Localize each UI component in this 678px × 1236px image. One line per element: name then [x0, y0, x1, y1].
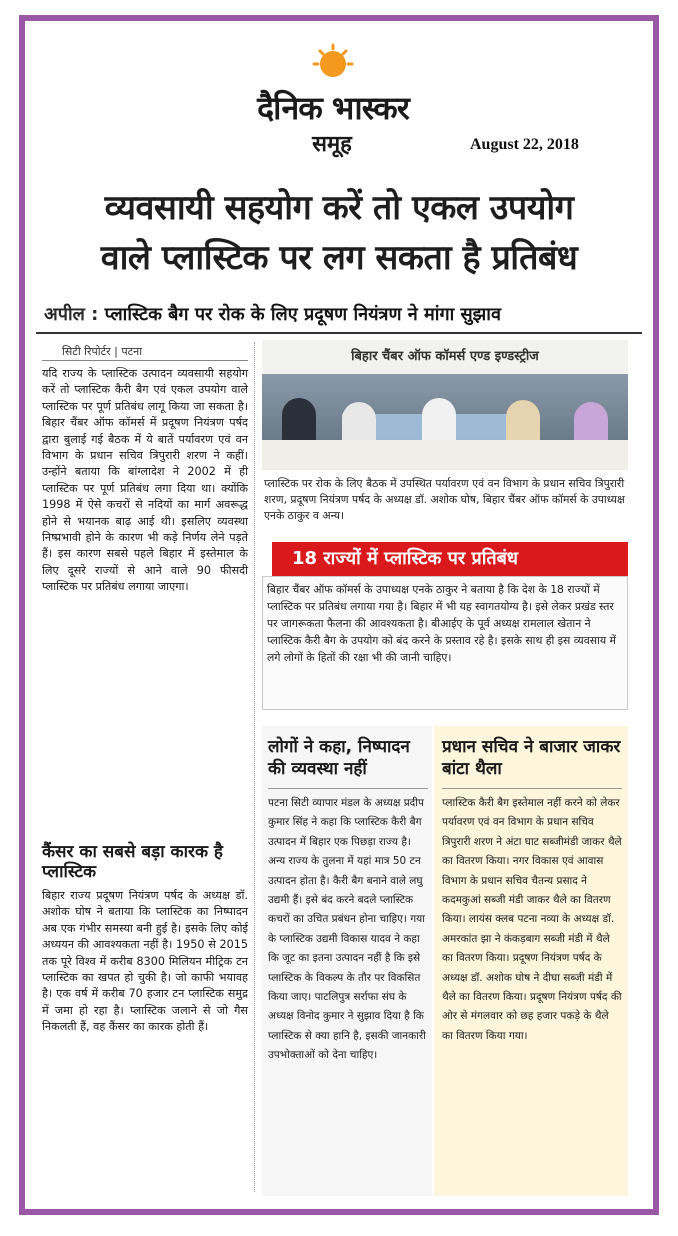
subhead-text: प्लास्टिक बैग पर रोक के लिए प्रदूषण नियंत्रण ने मांगा सुझाव	[104, 304, 501, 325]
headline-rule	[36, 332, 642, 334]
secretary-text: प्लास्टिक कैरी बैग इस्तेमाल नहीं करने को लेकर पर्यावरण एवं वन विभाग के प्रधान सचिव त्रिपुरारी शरण ने अंटा घाट सब्जीमंडी जाकर थैले का वितरण किया। नगर विकास एवं आवास विभाग के प्रधान सचिव चैतन्य प्रसाद ने कदमकुआं सब्जी मंडी जाकर थैले का वितरण किया। लायंस क्लब पटना नव्या के अध्यक्ष डॉ. अमरकांत झा ने कंकड़बाग सब्जी मंडी में थैले का वितरण किया। प्रदूषण नियंत्रण पर्षद के अध्यक्ष डॉ. अशोक घोष ने दीघा सब्जी मंडी में थैले का वितरण किया। प्रदूषण नियंत्रण पर्षद की ओर से मंगलवार को छह हजार पकड़े के थैले का वितरण किया गया।	[442, 797, 622, 1042]
headline-line-2: वाले प्लास्टिक पर लग सकता है प्रतिबंध	[100, 238, 578, 278]
lead-text: यदि राज्य के प्लास्टिक उत्पादन व्यवसायी सहयोग करें तो प्लास्टिक कैरी बैग एवं एकल उपयोग वाले प्लास्टिक पर पूर्ण प्रतिबंध लागू किया जा सकता है। बिहार चैंबर ऑफ कॉमर्स में प्रदूषण नियंत्रण पर्षद द्वारा बुलाई गई बैठक में ये बातें पर्यावरण एवं वन विभाग के प्रधान सचिव त्रिपुरारी शरण ने कहीं। उन्होंने बताया कि बांग्लादेश ने 2002 में ही प्लास्टिक पर पूर्ण प्रतिबंध लगा दिया था। क्योंकि 1998 में ऐसे कचरों से नदियों का मार्ग अवरूद्ध होने से भयानक बाढ़ आई थी। इसलिए व्यवस्था निष्प्रभावी होने के कारण भी कड़े निर्णय लेने पड़ते हैं। इस कारण सबसे पहले बिहार में इस्तेमाल के लिए दूसरे राज्यों से आने वाले 90 फीसदी प्लास्टिक पर प्रतिबंध लगाया जाएगा।	[42, 367, 248, 594]
people-text: पटना सिटी व्यापार मंडल के अध्यक्ष प्रदीप कुमार सिंह ने कहा कि प्लास्टिक कैरी बैग उत्पादन में बिहार एक पिछड़ा राज्य है। अन्य राज्य के तुलना में यहां मात्र 50 टन उत्पादन होता है। कैरी बैग बनाने वाले लघु उद्यमी हैं। इसे बंद करने बदले प्लास्टिक कचरों का उचित प्रबंधन होना चाहिए। गया के प्लास्टिक उद्यमी विकास यादव ने कहा कि जूट का इतना उत्पादन नहीं है कि इसे प्लास्टिक के विकल्प के तौर पर विकसित किया जाए। पाटलिपुत्र सर्राफा संघ के अध्यक्ष विनोद कुमार ने सुझाव दिया है कि प्लास्टिक से क्या हानि है, इसकी जानकारी उपभोक्ताओं को देना चाहिए।	[268, 797, 426, 1062]
conference-table	[262, 440, 628, 470]
people-heading: लोगों ने कहा, निष्पादन की व्यवस्था नहीं	[268, 737, 410, 779]
secretary-heading: प्रधान सचिव ने बाजार जाकर बांटा थैला	[442, 737, 621, 779]
brand-logo-text: दैनिक भास्कर	[257, 89, 409, 127]
column-separator	[254, 342, 255, 1192]
byline: सिटी रिपोर्टर | पटना	[62, 345, 143, 358]
subheadline	[44, 302, 634, 326]
box18-panel	[262, 576, 628, 710]
lead-paragraph	[42, 366, 248, 596]
photo-caption: प्लास्टिक पर रोक के लिए बैठक में उपस्थित पर्यावरण एवं वन विभाग के प्रधान सचिव त्रिपुरारी शरण, प्रदूषण नियंत्रण पर्षद के अध्यक्ष डॉ. अशोक घोष, बिहार चैंबर ऑफ कॉमर्स के उपाध्यक्ष एनके ठाकुर व अन्य।	[264, 477, 625, 522]
sun-logo-icon	[312, 43, 354, 85]
cancer-paragraph	[42, 888, 248, 1036]
people-heading-rule	[268, 788, 428, 789]
meeting-photo	[262, 340, 628, 470]
box18-text: बिहार चैंबर ऑफ कॉमर्स के उपाध्यक्ष एनके ठाकुर ने बताया है कि देश के 18 राज्यों में प्लास्टिक पर प्रतिबंध लगाया गया है। बिहार में भी यह स्वागतयोग्य है। इसे लेकर प्रखंड स्तर पर जागरूकता फैलना की आवश्यकता है। बीआईए के पूर्व अध्यक्ष रामलाल खेतान ने प्लास्टिक कैरी बैग के उपयोग को बंद करने के प्रस्ताव रहे है। इसके साथ ही इस व्यवसाय में लगे लोगों के हितों की रक्षा भी की जानी चाहिए।	[267, 583, 616, 664]
publication-date: August 22, 2018	[470, 136, 579, 153]
subhead-label: अपील :	[44, 304, 99, 325]
headline-line-1: व्यवसायी सहयोग करें तो एकल उपयोग	[104, 188, 574, 228]
cancer-text: बिहार राज्य प्रदूषण नियंत्रण पर्षद के अध्यक्ष डॉ. अशोक घोष ने बताया कि प्लास्टिक का निष्पादन अब एक गंभीर समस्या बनी हुई है। इसके लिए कोई अध्ययन की आवश्यकता नहीं है। 1950 से 2015 तक पूरे विश्व में करीब 8300 मिलियन मीट्रिक टन प्लास्टिक का खपत हो चुकी है। जो काफी भयावह है। एक वर्ष में करीब 70 हजार टन प्लास्टिक समुद्र में जमा हो रहा है। प्लास्टिक जलाने से जो गैस निकलती हैं, वह कैंसर का कारक होती हैं।	[42, 889, 248, 1034]
secretary-heading-rule	[442, 788, 622, 789]
box18-heading: 18 राज्यों में प्लास्टिक पर प्रतिबंध	[262, 542, 628, 576]
brand-sub-text: समूह	[312, 132, 352, 157]
byline-divider	[42, 360, 248, 361]
photo-banner: बिहार चैंबर ऑफ कॉमर्स एण्ड इण्डस्ट्रीज	[262, 340, 628, 374]
cancer-heading: कैंसर का सबसे बड़ा कारक है प्लास्टिक	[42, 842, 223, 882]
